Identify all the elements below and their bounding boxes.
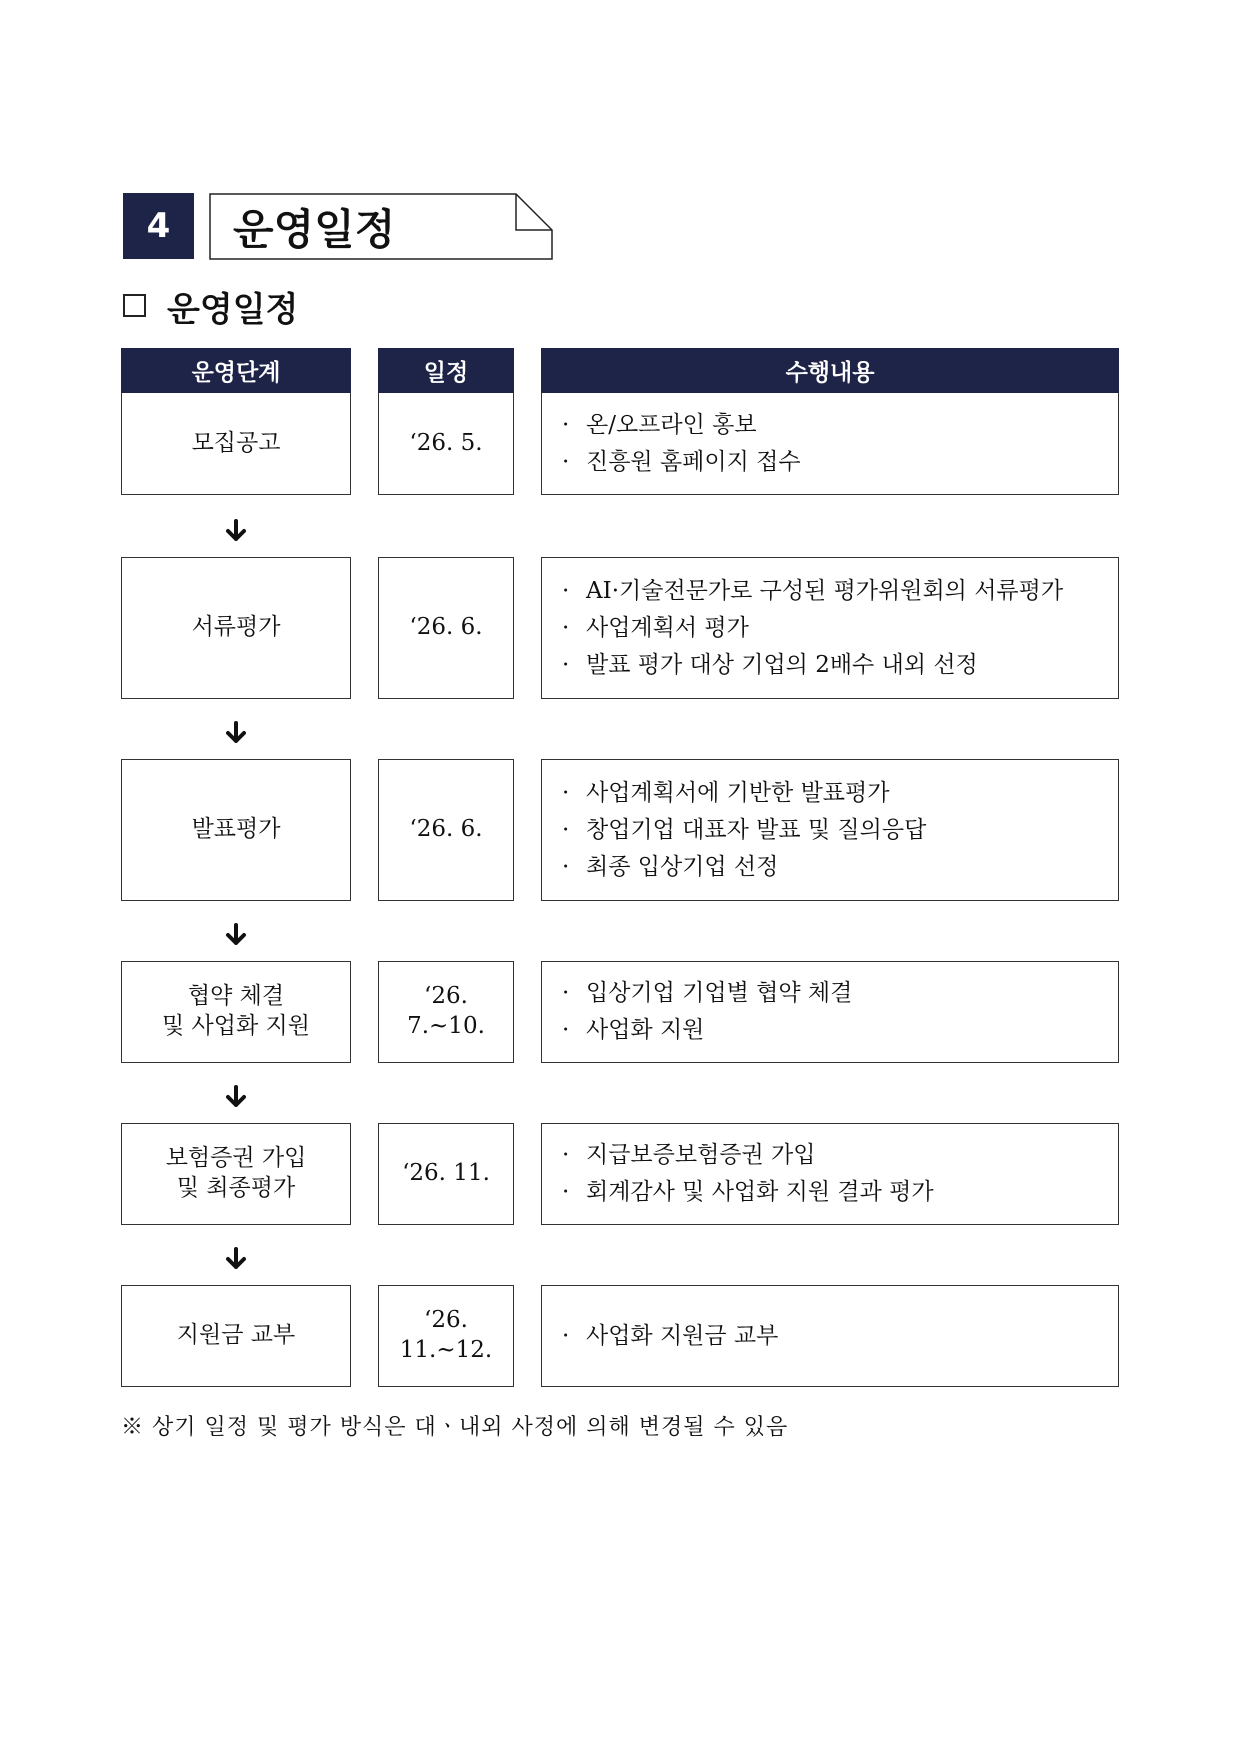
- down-arrow-icon: [221, 515, 251, 547]
- task-list: [562, 975, 852, 1049]
- footnote: ※ 상기 일정 및 평가 방식은 대ㆍ내외 사정에 의해 변경될 수 있음: [121, 1415, 789, 1440]
- content-cell: [541, 1285, 1119, 1387]
- down-arrow-icon: [221, 1081, 251, 1113]
- stage-label: 발표평가: [191, 816, 281, 843]
- date-cell: [378, 1285, 514, 1387]
- section-title: 운영일정: [233, 204, 396, 254]
- stage-label: 서류평가: [191, 614, 281, 641]
- task-item: · 온/오프라인 홍보: [562, 407, 801, 444]
- stage-label: 협약 체결 및 사업화 지원: [162, 983, 310, 1039]
- task-item: · 발표 평가 대상 기업의 2배수 내외 선정: [562, 647, 1063, 684]
- content-cell: [541, 1123, 1119, 1225]
- date-label: ‘26. 11.~12.: [399, 1307, 493, 1363]
- date-label: ‘26. 5.: [409, 429, 483, 456]
- stage-label: 보험증권 가입 및 최종평가: [165, 1145, 307, 1201]
- column-header-stage: 운영단계: [121, 348, 351, 393]
- stage-label: 지원금 교부: [176, 1322, 296, 1349]
- date-cell: [378, 961, 514, 1063]
- stage-cell: [121, 1123, 351, 1225]
- task-list: [562, 573, 1063, 684]
- date-cell: [378, 759, 514, 901]
- stage-cell: [121, 961, 351, 1063]
- down-arrow-icon: [221, 919, 251, 951]
- column-header-content: 수행내용: [541, 348, 1119, 393]
- section-title-box: [209, 193, 553, 260]
- content-cell: [541, 393, 1119, 495]
- section-number-badge: 4: [123, 193, 194, 259]
- task-list: [562, 1137, 934, 1211]
- down-arrow-icon: [221, 1243, 251, 1275]
- date-label: ‘26. 6.: [409, 614, 483, 641]
- content-cell: [541, 557, 1119, 699]
- date-cell: [378, 393, 514, 495]
- task-item: · 사업화 지원: [562, 1012, 852, 1049]
- date-label: ‘26. 6.: [409, 816, 483, 843]
- checkbox-square-icon: [123, 294, 146, 317]
- date-cell: [378, 1123, 514, 1225]
- task-item: · 입상기업 기업별 협약 체결: [562, 975, 852, 1012]
- task-item: · 최종 입상기업 선정: [562, 849, 926, 886]
- date-label: ‘26. 11.: [402, 1160, 490, 1187]
- column-header-date: 일정: [378, 348, 514, 393]
- task-item: · 진흥원 홈페이지 접수: [562, 444, 801, 481]
- task-item: · AI·기술전문가로 구성된 평가위원회의 서류평가: [562, 573, 1063, 610]
- stage-cell: [121, 759, 351, 901]
- date-label: ‘26. 7.~10.: [407, 983, 485, 1039]
- task-item: · 회계감사 및 사업화 지원 결과 평가: [562, 1174, 934, 1211]
- date-cell: [378, 557, 514, 699]
- stage-cell: [121, 393, 351, 495]
- task-list: [562, 1318, 778, 1355]
- content-cell: [541, 759, 1119, 901]
- stage-cell: [121, 557, 351, 699]
- task-item: · 사업화 지원금 교부: [562, 1318, 778, 1355]
- stage-label: 모집공고: [191, 429, 281, 456]
- task-item: · 지급보증보험증권 가입: [562, 1137, 934, 1174]
- task-list: [562, 407, 801, 481]
- task-item: · 사업계획서 평가: [562, 610, 1063, 647]
- task-item: · 창업기업 대표자 발표 및 질의응답: [562, 812, 926, 849]
- task-item: · 사업계획서에 기반한 발표평가: [562, 775, 926, 812]
- stage-cell: [121, 1285, 351, 1387]
- task-list: [562, 775, 926, 886]
- content-cell: [541, 961, 1119, 1063]
- down-arrow-icon: [221, 717, 251, 749]
- subheading: 운영일정: [167, 289, 299, 330]
